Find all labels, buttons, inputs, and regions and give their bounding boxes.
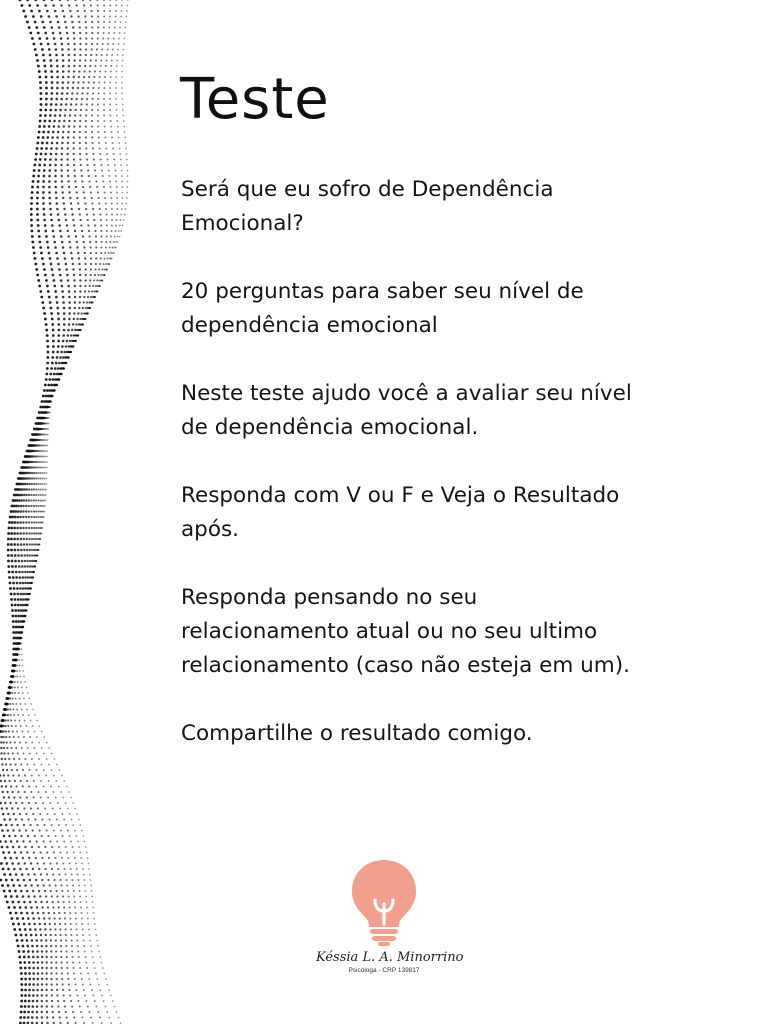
dotted-wave-decoration [0,0,140,1024]
lightbulb-icon [349,858,419,948]
paragraph-share: Compartilhe o resultado comigo. [181,721,533,746]
paragraph-question: Será que eu sofro de Dependência Emocional? [181,177,554,236]
page-title: Teste [180,67,330,132]
signature-subtitle: Psicóloga - CRP 139817 [348,967,420,974]
paragraph-relationship-note: Responda pensando no seu relacionamento atual ou no seu ultimo relacionamento (caso não esteja em um). [181,585,630,678]
psychologist-logo [316,858,464,982]
paragraph-instructions: Responda com V ou F e Veja o Resultado após. [181,483,620,542]
paragraph-test-purpose: Neste teste ajudo você a avaliar seu nível de dependência emocional. [181,381,632,440]
paragraph-questions-count: 20 perguntas para saber seu nível de dependência emocional [181,279,584,338]
signature-name: Késsia L. A. Minorrino [316,950,464,965]
document-body [181,173,651,785]
